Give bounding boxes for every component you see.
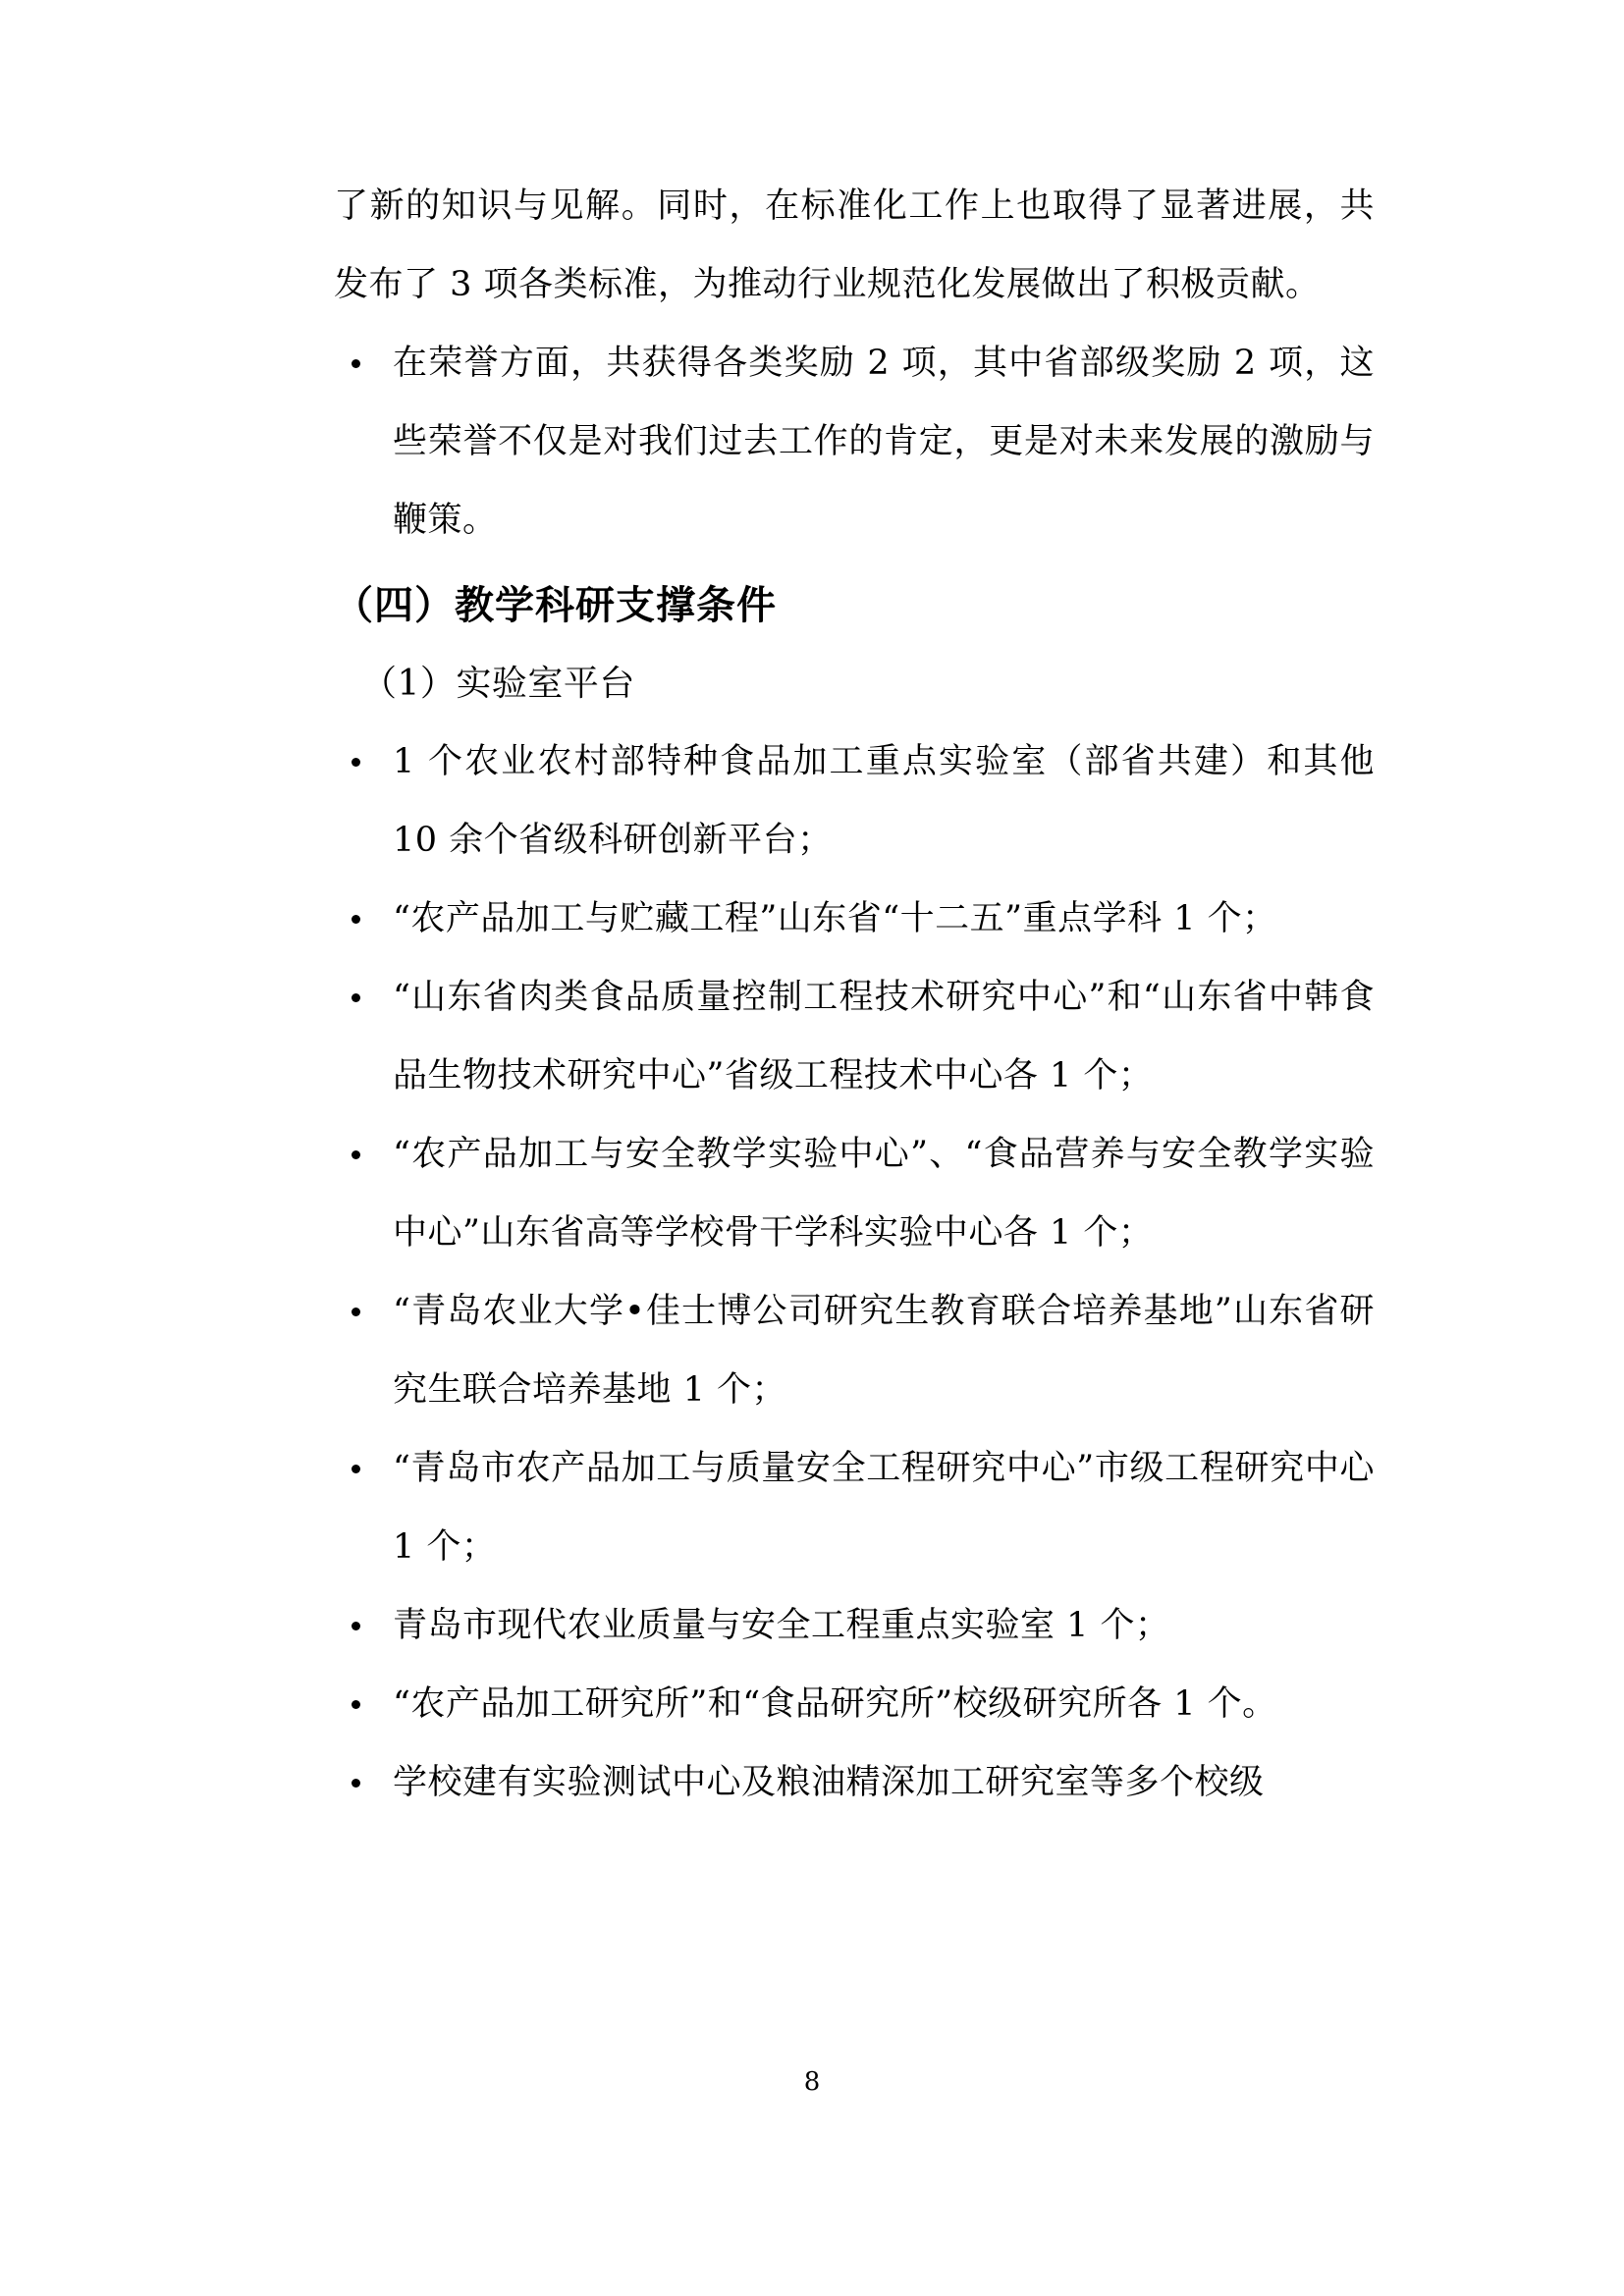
bullet-list-honors xyxy=(334,324,1375,560)
subsection-heading: （1）实验室平台 xyxy=(361,664,635,704)
list-item: “农产品加工与贮藏工程”山东省“十二五”重点学科 1 个； xyxy=(334,880,1375,958)
paragraph-continuation: 了新的知识与见解。同时，在标准化工作上也取得了显著进展，共发布了 3 项各类标准，为推动行业规范化发展做出了积极贡献。 xyxy=(334,187,1375,304)
list-item: 青岛市现代农业质量与安全工程重点实验室 1 个； xyxy=(334,1586,1375,1665)
list-item: 1 个农业农村部特种食品加工重点实验室（部省共建）和其他 10 余个省级科研创新平台； xyxy=(334,722,1375,880)
list-item: 学校建有实验测试中心及粮油精深加工研究室等多个校级 xyxy=(334,1743,1375,1822)
bullet-list-platforms xyxy=(334,722,1375,1822)
list-item: 在荣誉方面，共获得各类奖励 2 项，其中省部级奖励 2 项，这些荣誉不仅是对我们过去工作的肯定，更是对未来发展的激励与鞭策。 xyxy=(334,324,1375,560)
list-item: “青岛市农产品加工与质量安全工程研究中心”市级工程研究中心 1 个； xyxy=(334,1429,1375,1586)
page-content xyxy=(334,167,1375,1822)
list-item: “农产品加工与安全教学实验中心”、“食品营养与安全教学实验中心”山东省高等学校骨干学科实验中心各 1 个； xyxy=(334,1115,1375,1272)
page-number: 8 xyxy=(803,2067,821,2097)
list-item: “农产品加工研究所”和“食品研究所”校级研究所各 1 个。 xyxy=(334,1665,1375,1743)
list-item: “青岛农业大学•佳士博公司研究生教育联合培养基地”山东省研究生联合培养基地 1 个； xyxy=(334,1272,1375,1429)
section-heading: （四）教学科研支撑条件 xyxy=(334,582,777,628)
list-item: “山东省肉类食品质量控制工程技术研究中心”和“山东省中韩食品生物技术研究中心”省级工程技术中心各 1 个； xyxy=(334,958,1375,1115)
